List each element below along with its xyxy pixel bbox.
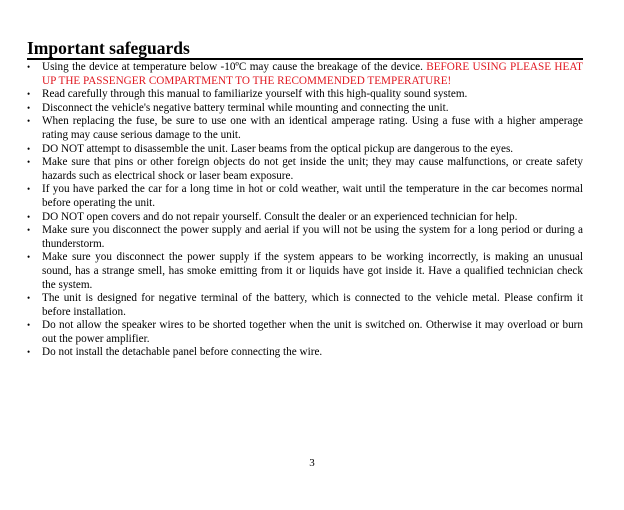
bullet-icon: •: [27, 293, 31, 304]
safeguard-item: [27, 143, 583, 157]
safeguard-item: [27, 292, 583, 319]
safeguard-item: [27, 102, 583, 116]
temperature-warning: BEFORE USING PLEASE HEAT UP THE PASSENGER COMPARTMENT TO THE RECOMMENDED TEMPERATURE!: [42, 61, 583, 87]
bullet-icon: •: [27, 320, 31, 331]
safeguard-text: Do not allow the speaker wires to be shorted together when the unit is switched on. Otherwise it may overload or burn out the power amplifier.: [42, 319, 583, 345]
bullet-icon: •: [27, 184, 31, 195]
bullet-icon: •: [27, 252, 31, 263]
page-heading: Important safeguards: [27, 38, 190, 58]
safeguard-text: The unit is designed for negative terminal of the battery, which is connected to the vehicle metal. Please confirm it before installation.: [42, 292, 583, 318]
bullet-icon: •: [27, 347, 31, 358]
safeguard-text: DO NOT attempt to disassemble the unit. Laser beams from the optical pickup are dangerous to the eyes.: [42, 142, 514, 155]
bullet-icon: •: [27, 62, 31, 72]
safeguard-item: [27, 319, 583, 346]
bullet-icon: •: [27, 225, 31, 236]
safeguard-text: Make sure you disconnect the power supply and aerial if you will not be using the system for a long period or during a thunderstorm.: [42, 224, 583, 250]
safeguard-item: [27, 346, 583, 360]
safeguard-text: Read carefully through this manual to familiarize yourself with this high-quality sound system.: [42, 88, 468, 101]
safeguard-text: DO NOT open covers and do not repair yourself. Consult the dealer or an experienced technician for help.: [42, 210, 518, 223]
safeguard-item: [27, 61, 583, 88]
safeguard-text: Using the device at temperature below -10ºC may cause the breakage of the device.: [42, 61, 427, 73]
page-number: 3: [309, 457, 315, 469]
safeguard-text: If you have parked the car for a long time in hot or cold weather, wait until the temperature in the car becomes normal before operating the unit.: [42, 183, 583, 209]
safeguard-item: [27, 88, 583, 102]
safeguard-text: Make sure you disconnect the power supply if the system appears to be working incorrectly, is making an unusual sound, has a strange smell, has smoke emitting from it or liquids have got inside it. Have a qualified technician check the system.: [42, 251, 583, 291]
safeguard-text: Make sure that pins or other foreign objects do not get inside the unit; they may cause malfunctions, or create safety hazards such as electrical shock or laser beam exposure.: [42, 156, 583, 182]
bullet-icon: •: [27, 102, 31, 113]
safeguard-item: [27, 251, 583, 292]
safeguards-list: [27, 61, 583, 360]
bullet-icon: •: [27, 211, 31, 222]
safeguard-item: [27, 211, 583, 225]
safeguard-text: When replacing the fuse, be sure to use one with an identical amperage rating. Using a fuse with a higher amperage rating may cause serious damage to the unit.: [42, 115, 583, 141]
bullet-icon: •: [27, 89, 31, 100]
safeguard-item: [27, 156, 583, 183]
bullet-icon: •: [27, 116, 31, 127]
heading-rule: [27, 58, 583, 60]
safeguard-text: Disconnect the vehicle's negative battery terminal while mounting and connecting the unit.: [42, 101, 449, 114]
bullet-icon: •: [27, 157, 31, 168]
safeguard-text: Do not install the detachable panel before connecting the wire.: [42, 346, 323, 359]
bullet-icon: •: [27, 143, 31, 154]
safeguard-item: [27, 115, 583, 142]
safeguard-item: [27, 224, 583, 251]
safeguard-item: [27, 183, 583, 210]
